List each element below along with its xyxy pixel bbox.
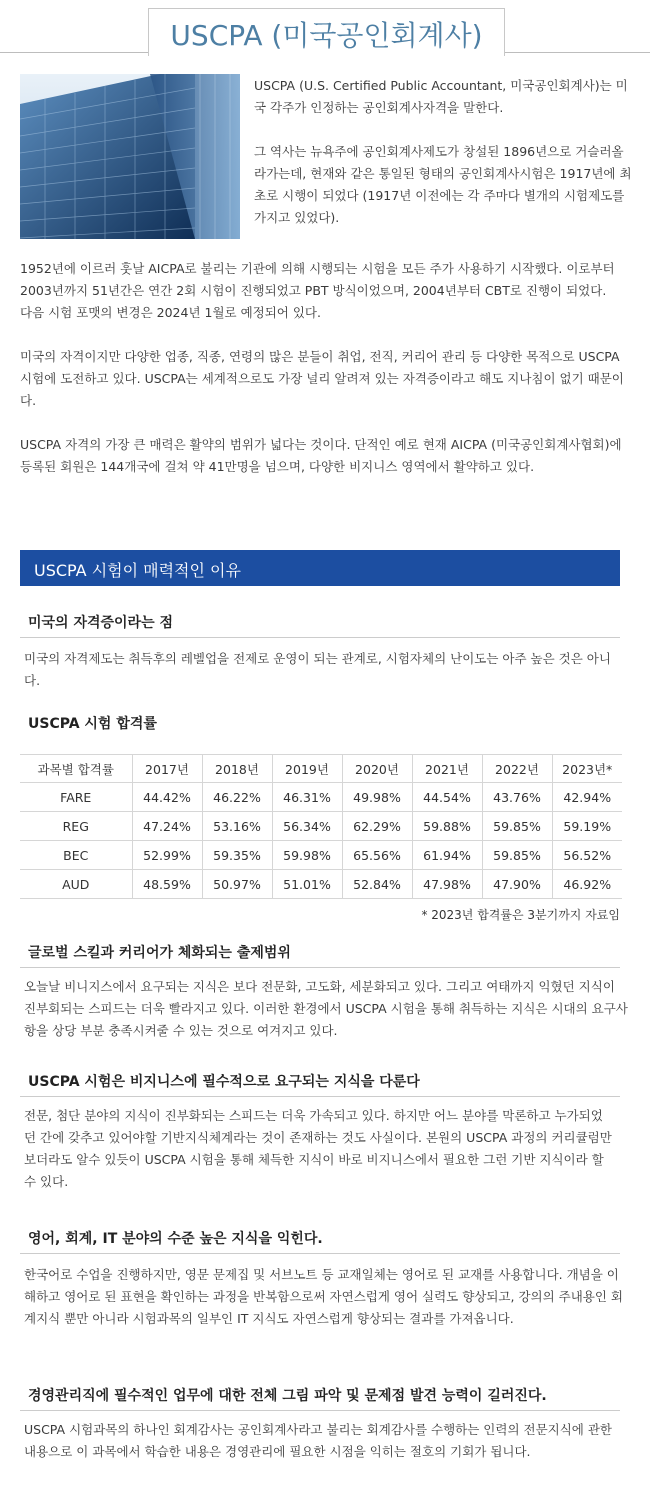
intro-paragraph-2: 그 역사는 뉴욕주에 공인회계사제도가 창설된 1896년으로 거슬러올라가는데, 현재와 같은 통일된 형태의 공인회계사시험은 1917년에 최초로 시행이 되었다 (1917년 이전에는 각 주마다 별개의 시험제도를 가지고 있었다).: [254, 144, 632, 225]
title-area: [0, 0, 650, 60]
section-text: 오늘날 비니지스에서 요구되는 지식은 보다 전문화, 고도화, 세분화되고 있다. 그리고 여태까지 익혔던 지식이 진부회되는 스피드는 더욱 빨라지고 있다. 이러한 환경에서 USCPA 시험을 통해 취득하는 지식은 시대의 요구사항을 상당 부분 충족시켜줄 수 있는 것으로 여겨지고 있다.: [24, 979, 628, 1038]
popularity-paragraph: 미국의 자격이지만 다양한 업종, 직종, 연령의 많은 분들이 취업, 전직, 커리어 관리 등 다양한 목적으로 USCPA 시험에 도전하고 있다. USCPA는 세계적으로도 가장 널리 알려져 있는 자격증이라고 해도 지나침이 없기 때문이다.: [20, 349, 624, 408]
table-header-cell: 2023년*: [552, 755, 622, 783]
section-heading-text: 미국의 자격증이라는 점: [28, 615, 173, 631]
table-cell: 53.16%: [202, 812, 272, 841]
table-cell: 43.76%: [482, 783, 552, 812]
section-text: 전문, 첨단 분야의 지식이 진부화되는 스피드는 더욱 가속되고 있다. 하지만 어느 분야를 막론하고 누가되었던 간에 갖추고 있어야할 기반지식체계라는 것이 존재하는 것도 사실이다. 본원의 USCPA 과정의 커리큘럼만 보더라도 알수 있듯이 USCPA 시험을 통해 체득한 지식이 바로 비지니스에서 필요한 그런 기반 지식이라 할 수 있다.: [24, 1108, 612, 1189]
section-text: 한국어로 수업을 진행하지만, 영문 문제집 및 서브노트 등 교재일체는 영어로 된 교재를 사용합니다. 개념을 이해하고 영어로 된 표현을 확인하는 과정을 반복함으로써 자연스럽게 영어 실력도 향상되고, 강의의 주내용인 회계지식 뿐만 아니라 시험과목의 일부인 IT 지식도 자연스럽게 향상되는 결과를 가져옵니다.: [24, 1267, 624, 1326]
table-cell: 52.84%: [342, 870, 412, 899]
table-header-cell: 2019년: [272, 755, 342, 783]
table-header-cell: 2022년: [482, 755, 552, 783]
table-cell: 46.92%: [552, 870, 622, 899]
title-divider-left: [0, 52, 148, 53]
pass-rate-table: [20, 754, 622, 899]
table-cell: FARE: [20, 783, 132, 812]
section-text: 미국의 자격제도는 취득후의 레벨업을 전제로 운영이 되는 관계로, 시험자체의 난이도는 아주 높은 것은 아니다.: [24, 651, 611, 688]
table-row: [20, 783, 622, 812]
table-cell: 59.88%: [412, 812, 482, 841]
history-paragraph: 1952년에 이르러 훗날 AICPA로 불리는 기관에 의해 시행되는 시험을 모든 주가 사용하기 시작했다. 이로부터 2003년까지 51년간은 연간 2회 시험이 진행되었고 PBT 방식이었으며, 2004년부터 CBT로 진행이 되었다. 다음 시험 포맷의 변경은 2024년 1월로 예정되어 있다.: [20, 261, 615, 320]
table-cell: 51.01%: [272, 870, 342, 899]
table-cell: 65.56%: [342, 841, 412, 870]
table-cell: REG: [20, 812, 132, 841]
table-cell: 59.98%: [272, 841, 342, 870]
section-heading-text: USCPA 시험 합격률: [28, 716, 157, 732]
banner-title: USCPA 시험이 매력적인 이유: [34, 561, 241, 580]
table-cell: 42.94%: [552, 783, 622, 812]
section-heading: [20, 1385, 620, 1411]
table-cell: 56.34%: [272, 812, 342, 841]
table-cell: 48.59%: [132, 870, 202, 899]
section-heading-text: 경영관리직에 필수적인 업무에 대한 전체 그림 파악 및 문제점 발견 능력이 길러진다.: [28, 1388, 547, 1404]
section-text: USCPA 시험과목의 하나인 회계감사는 공인회계사라고 불리는 회계감사를 수행하는 인력의 전문지식에 관한 내용으로 이 과목에서 학습한 내용은 경영관리에 필요한 시점을 익히는 절호의 기회가 됩니다.: [24, 1422, 612, 1459]
table-row: [20, 870, 622, 899]
table-header-cell: 2018년: [202, 755, 272, 783]
table-header-cell: 과목별 합격률: [20, 755, 132, 783]
table-cell: AUD: [20, 870, 132, 899]
table-cell: BEC: [20, 841, 132, 870]
table-cell: 50.97%: [202, 870, 272, 899]
table-cell: 47.90%: [482, 870, 552, 899]
section-heading: [20, 612, 620, 638]
table-cell: 59.35%: [202, 841, 272, 870]
table-cell: 61.94%: [412, 841, 482, 870]
section-heading: [20, 713, 620, 739]
section-heading: [20, 942, 620, 968]
section-heading-text: 글로벌 스킬과 커리어가 체화되는 출제범위: [28, 945, 291, 961]
building-photo: [20, 74, 240, 239]
table-cell: 49.98%: [342, 783, 412, 812]
table-footnote: * 2023년 합격률은 3분기까지 자료임: [421, 908, 620, 922]
table-cell: 59.85%: [482, 841, 552, 870]
table-cell: 59.85%: [482, 812, 552, 841]
table-row: [20, 841, 622, 870]
section-heading: [20, 1071, 620, 1097]
table-cell: 59.19%: [552, 812, 622, 841]
table-cell: 52.99%: [132, 841, 202, 870]
table-header-cell: 2021년: [412, 755, 482, 783]
pass-rate-grid: [20, 754, 622, 899]
table-header-cell: 2020년: [342, 755, 412, 783]
page-title: USCPA (미국공인회계사): [170, 19, 483, 52]
table-cell: 44.54%: [412, 783, 482, 812]
table-cell: 56.52%: [552, 841, 622, 870]
title-divider-right: [505, 52, 650, 53]
table-header-row: [20, 755, 622, 783]
section-heading-text: USCPA 시험은 비지니스에 필수적으로 요구되는 지식을 다룬다: [28, 1074, 420, 1090]
table-cell: 47.24%: [132, 812, 202, 841]
section-heading-text: 영어, 회계, IT 분야의 수준 높은 지식을 익힌다.: [28, 1231, 323, 1247]
table-cell: 46.31%: [272, 783, 342, 812]
intro-paragraph-1: USCPA (U.S. Certified Public Accountant, 미국공인회계사)는 미국 각주가 인정하는 공인회계사자격을 말한다.: [254, 78, 628, 115]
table-cell: 44.42%: [132, 783, 202, 812]
table-header-cell: 2017년: [132, 755, 202, 783]
table-row: [20, 812, 622, 841]
table-cell: 62.29%: [342, 812, 412, 841]
table-cell: 46.22%: [202, 783, 272, 812]
table-cell: 47.98%: [412, 870, 482, 899]
section-heading: [20, 1228, 620, 1254]
section-banner: [20, 550, 620, 586]
scope-paragraph: USCPA 자격의 가장 큰 매력은 활약의 범위가 넓다는 것이다. 단적인 예로 현재 AICPA (미국공인회계사협회)에 등록된 회원은 144개국에 걸쳐 약 41만명을 넘으며, 다양한 비지니스 영역에서 활약하고 있다.: [20, 437, 622, 474]
